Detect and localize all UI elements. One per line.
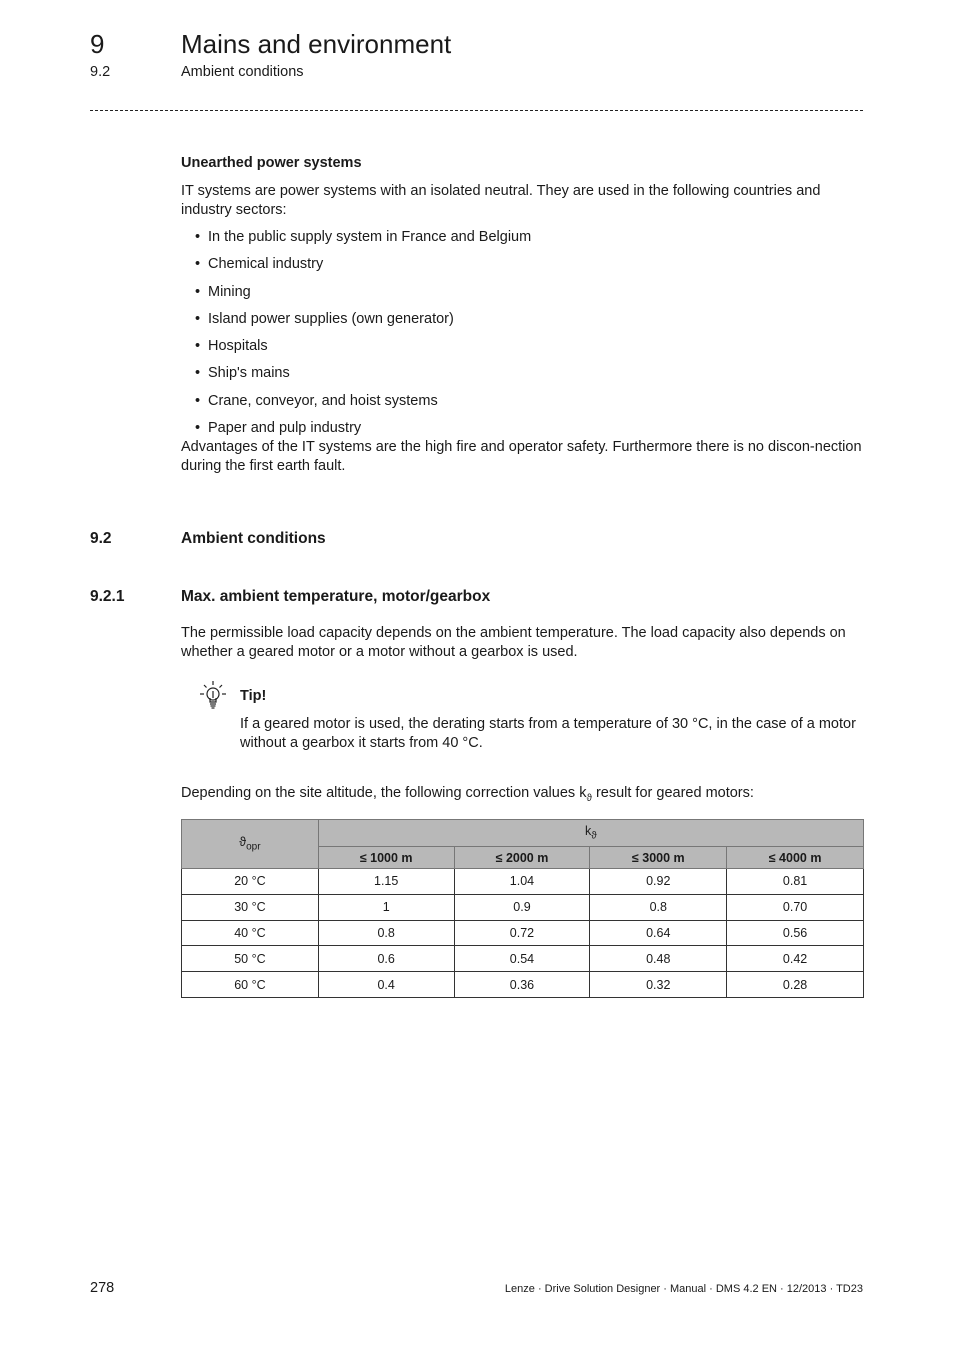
list-item: • Ship's mains xyxy=(195,365,290,382)
bullet-icon: • xyxy=(195,283,201,300)
table-cell: 0.48 xyxy=(590,946,727,972)
list-item: • Paper and pulp industry xyxy=(195,420,362,437)
col-header-altitude: ≤ 2000 m xyxy=(454,847,590,869)
col-header-k: $k_ϑ$ xyxy=(318,820,863,847)
table-row xyxy=(182,869,864,895)
table-cell: 0.70 xyxy=(727,894,864,920)
unearthed-heading: Unearthed power systems xyxy=(181,155,362,171)
table-cell: 0.92 xyxy=(590,869,727,895)
table-row xyxy=(182,972,864,998)
bullet-icon: • xyxy=(195,420,201,437)
footer-text: Lenze · Drive Solution Designer · Manual · DMS 4.2 EN · 12/2013 · TD23 xyxy=(504,1283,863,1295)
list-item: • Mining xyxy=(195,283,251,300)
unearthed-advantages: Advantages of the IT systems are the high fire and operator safety. Furthermore there is no discon-nection during the first earth fault. xyxy=(181,439,862,475)
bullet-icon: • xyxy=(195,392,201,409)
header-divider xyxy=(90,110,863,111)
lightbulb-icon xyxy=(197,680,229,712)
correction-table xyxy=(181,819,864,998)
section-9-2-1-title: Max. ambient temperature, motor/gearbox xyxy=(181,588,491,605)
table-cell: 0.4 xyxy=(318,972,454,998)
table-cell: 0.42 xyxy=(727,946,864,972)
table-cell: 0.9 xyxy=(454,894,590,920)
bullet-icon: • xyxy=(195,256,201,273)
correction-text: Depending on the site altitude, the following correction values $k_ϑ$ result for geared motors: xyxy=(181,785,754,804)
table-row xyxy=(182,894,864,920)
table-cell-temp: 40 °C xyxy=(182,920,319,946)
bullet-icon: • xyxy=(195,338,201,355)
header-section-title: Ambient conditions xyxy=(181,64,304,80)
list-item: • Hospitals xyxy=(195,338,268,355)
col-header-altitude: ≤ 3000 m xyxy=(590,847,727,869)
tip-label: Tip! xyxy=(240,688,267,704)
table-cell-temp: 60 °C xyxy=(182,972,319,998)
table-cell-temp: 50 °C xyxy=(182,946,319,972)
header-section-number: 9.2 xyxy=(90,64,111,80)
table-cell: 0.36 xyxy=(454,972,590,998)
table-cell: 0.54 xyxy=(454,946,590,972)
table-cell: 1 xyxy=(318,894,454,920)
list-item: • Crane, conveyor, and hoist systems xyxy=(195,392,438,409)
unearthed-list xyxy=(181,228,863,446)
table-row xyxy=(182,920,864,946)
table-cell: 0.32 xyxy=(590,972,727,998)
table-row xyxy=(182,946,864,972)
table-cell: 1.04 xyxy=(454,869,590,895)
table-cell-temp: 20 °C xyxy=(182,869,319,895)
bullet-icon: • xyxy=(195,365,201,382)
table-cell: 0.8 xyxy=(318,920,454,946)
page-number: 278 xyxy=(90,1280,115,1296)
table-cell: 0.72 xyxy=(454,920,590,946)
bullet-icon: • xyxy=(195,229,201,245)
col-header-altitude: ≤ 1000 m xyxy=(318,847,454,869)
bullet-icon: • xyxy=(195,310,201,327)
table-cell: 1.15 xyxy=(318,869,454,895)
tip-text: If a geared motor is used, the derating starts from a temperature of 30 °C, in the case of a motor without a gearbox it starts from 40 °C. xyxy=(240,716,856,751)
section-9-2-1-number: 9.2.1 xyxy=(90,588,125,605)
list-item: • Chemical industry xyxy=(195,256,324,273)
unearthed-section xyxy=(181,154,863,476)
table-cell-temp: 30 °C xyxy=(182,894,319,920)
col-header-altitude: ≤ 4000 m xyxy=(727,847,864,869)
table-cell: 0.8 xyxy=(590,894,727,920)
section-9-2-1-intro: The permissible load capacity depends on the ambient temperature. The load capacity also depends on whether a geared motor or a motor without a gearbox is used. xyxy=(181,625,846,660)
table-cell: 0.56 xyxy=(727,920,864,946)
table-cell: 0.81 xyxy=(727,869,864,895)
section-9-2-title: Ambient conditions xyxy=(181,530,326,547)
list-item: • In the public supply system in France and Belgium xyxy=(195,229,532,245)
table-cell: 0.28 xyxy=(727,972,864,998)
chapter-title: Mains and environment xyxy=(181,29,452,59)
col-header-temperature: $ϑ_{opr}$ xyxy=(182,820,319,869)
table-cell: 0.6 xyxy=(318,946,454,972)
unearthed-intro: IT systems are power systems with an isolated neutral. They are used in the following countries and industry sectors: xyxy=(181,183,821,218)
table-cell: 0.64 xyxy=(590,920,727,946)
section-9-2-number: 9.2 xyxy=(90,530,112,547)
chapter-number: 9 xyxy=(90,29,105,59)
list-item: • Island power supplies (own generator) xyxy=(195,310,454,327)
